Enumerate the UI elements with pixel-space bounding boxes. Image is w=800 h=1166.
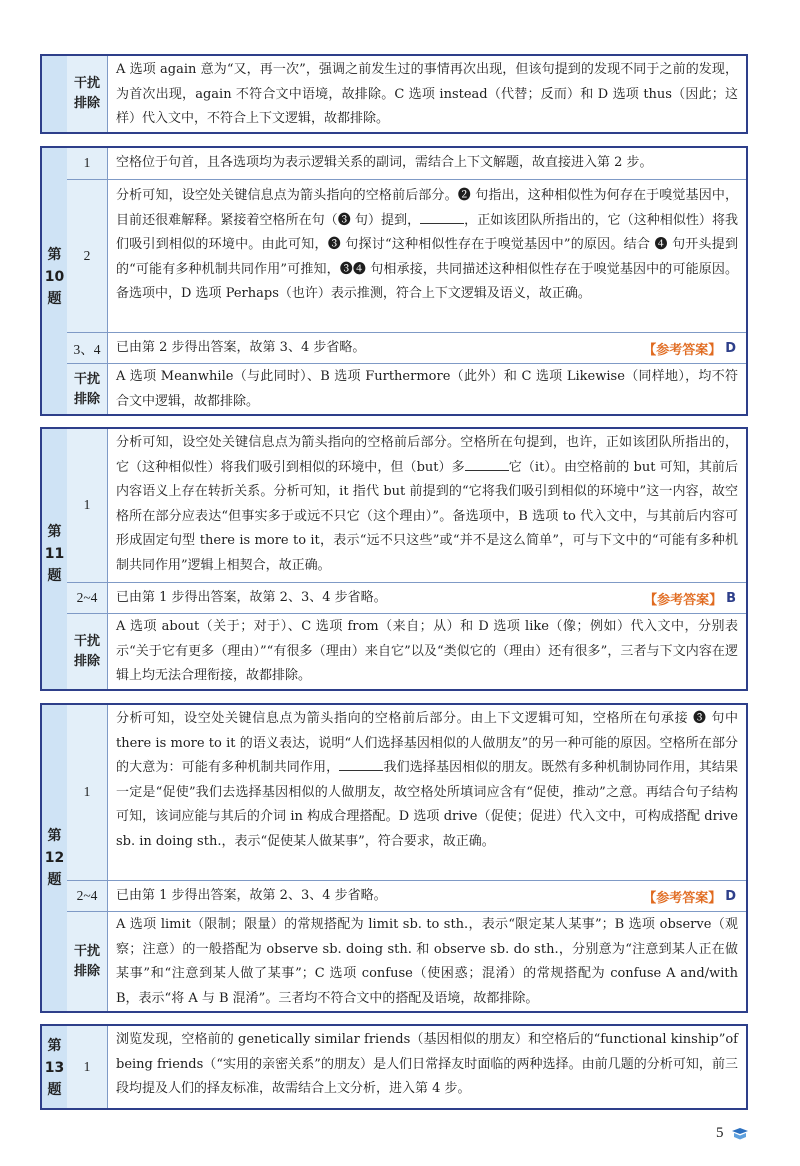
step-number: 3、4 bbox=[73, 342, 101, 357]
step-number: 1 bbox=[83, 1059, 91, 1074]
question-10-block bbox=[40, 146, 748, 416]
step-row-1 bbox=[67, 429, 746, 581]
step-row-24 bbox=[67, 582, 746, 613]
step-text: 空格位于句首，且各选项均为表示逻辑关系的副词，需结合上下文解题，故直接进入第 2 步。 bbox=[116, 155, 653, 170]
distractor-label: 干扰 排除 bbox=[73, 371, 100, 407]
question-label: 第 13 题 bbox=[44, 1038, 65, 1098]
distractor-text: A 选项 about（关于；对于）、C 选项 from（来自；从）和 D 选项 like（像；例如）代入文中，分别表示“关于它有更多（理由）”“有很多（理由）来自它”以及“类似它的（理由）还有很多”，三者与下文内容在逻辑上均无法合理衔接，故都排除。 bbox=[116, 619, 738, 684]
distractor-label: 干扰 排除 bbox=[73, 944, 100, 979]
step-text: 已由第 2 步得出答案，故第 3、4 步省略。 bbox=[116, 340, 366, 355]
distractor-text: A 选项 again 意为“又，再一次”，强调之前发生过的事情再次出现，但该句提到的发现不同于之前的发现，为首次出现，again 不符合文中语境，故排除。C 选项 instead（代替；反而）和 D 选项 thus（因此；这样）代入文中，不符合上下文逻辑，故都排除。 bbox=[116, 62, 738, 127]
distractor-text: A 选项 limit（限制；限量）的常规搭配为 limit sb. to sth.，表示“限定某人某事”；B 选项 observe（观察；注意）的一般搭配为 observe sb. doing sth. 和 observe sb. do sth.，分别意为“注意到某人正在做某事”和“注意到某人做了某事”；C 选项 confuse（使困惑；混淆）的常规搭配为 confuse A and/with B，表示“将 A 与 B 混淆”。三者均不符合文中的搭配及语境，故都排除。 bbox=[116, 917, 738, 1006]
question-9-block bbox=[40, 54, 748, 134]
step-row-24 bbox=[67, 880, 746, 911]
distractor-row bbox=[67, 911, 746, 1012]
question-13-block bbox=[40, 1024, 748, 1110]
side-strip bbox=[42, 56, 68, 132]
step-number: 2~4 bbox=[76, 888, 98, 903]
distractor-text: A 选项 Meanwhile（与此同时）、B 选项 Furthermore（此外）和 C 选项 Likewise（同样地），均不符合文中逻辑，故都排除。 bbox=[116, 369, 738, 409]
step-text: 分析可知，设空处关键信息点为箭头指向的空格前后部分。空格所在句提到，也许，正如该团队所指出的，它（这种相似性）将我们吸引到相似的环境中，但（but）多 它（it）。由空格前的 but 可知，其前后内容语义上存在转折关系。分析可知，it 指代 but 前提到的“它将我们吸引到相似的环境中”这一内容，故空格所在部分应表达“但事实多于或远不只它（这个理由）”。备选项中，B 选项 to 代入文中，与其前后内容可形成固定句型 there is more to it，表示“远不只这些”或“并不是这么简单”，可与下文中的“可能有多种机制共同作用”逻辑上相契合，故正确。 bbox=[116, 435, 738, 573]
step-row-1 bbox=[67, 705, 746, 879]
step-row-1 bbox=[67, 148, 746, 178]
step-number: 2~4 bbox=[76, 590, 98, 605]
reference-answer: 【参考答案】 B bbox=[644, 590, 736, 608]
step-text: 已由第 1 步得出答案，故第 2、3、4 步省略。 bbox=[116, 590, 387, 605]
step-text: 浏览发现，空格前的 genetically similar friends（基因相似的朋友）和空格后的“functional kinship”of being friends（“实用的亲密关系”的朋友）是人们日常择友时面临的两种选择。由前几题的分析可知，前三段均提及人们的择友标准，故需结合上文分析，进入第 4 步。 bbox=[116, 1032, 738, 1097]
step-text: 已由第 1 步得出答案，故第 2、3、4 步省略。 bbox=[116, 888, 387, 903]
step-row-34 bbox=[67, 332, 746, 363]
reference-answer: 【参考答案】 D bbox=[643, 888, 736, 906]
answer-blank bbox=[465, 458, 509, 471]
answer-blank bbox=[339, 758, 383, 771]
step-row-1 bbox=[67, 1026, 746, 1108]
step-number: 2 bbox=[83, 248, 91, 263]
book-icon bbox=[731, 1127, 749, 1141]
answer-blank bbox=[420, 211, 464, 224]
distractor-row bbox=[67, 56, 746, 132]
step-number: 1 bbox=[83, 784, 91, 799]
page-number: 5 bbox=[716, 1125, 724, 1141]
question-label: 第 11 题 bbox=[44, 524, 65, 584]
distractor-label: 干扰 排除 bbox=[73, 76, 100, 111]
distractor-label: 干扰 排除 bbox=[73, 634, 100, 669]
step-row-2 bbox=[67, 179, 746, 332]
step-text: 分析可知，设空处关键信息点为箭头指向的空格前后部分。由上下文逻辑可知，空格所在句承接 ❸ 句中 there is more to it 的语义表达，说明“人们选择基因相似的人做朋友”的另一种可能的原因。空格所在部分的大意为：可能有多种机制共同作用， 我们选择基因相似的朋友。既然有多种机制协同作用，其结果一定是“促使”我们去选择基因相似的人做朋友，故空格处所填词应含有“促使，推动”之意。再结合句子结构可知，该词应能与其后的介词 in 构成合理搭配。D 选项 drive（促使；促进）代入文中，可构成搭配 drive sb. in doing sth.，表示“促使某人做某事”，符合要求，故正确。 bbox=[116, 711, 738, 849]
question-label: 第 10 题 bbox=[44, 247, 65, 307]
distractor-row bbox=[67, 613, 746, 690]
step-text: 分析可知，设空处关键信息点为箭头指向的空格前后部分。❷ 句指出，这种相似性为何存在于嗅觉基因中，目前还很难解释。紧接着空格所在句（❸ 句）提到， ，正如该团队所指出的，它（这种相似性）将我们吸引到相似的环境中。由此可知，❸ 句探讨“这种相似性存在于嗅觉基因中”的原因。结合 ❹ 句开头提到的“可能有多种机制共同作用”可推知，❸❹ 句相承接，共同描述这种相似性存在于嗅觉基因中的可能原因。备选项中，D 选项 Perhaps（也许）表示推测，符合上下文逻辑及语义，故正确。 bbox=[116, 188, 738, 302]
question-label: 第 12 题 bbox=[44, 828, 65, 888]
step-number: 1 bbox=[83, 497, 91, 512]
step-number: 1 bbox=[83, 155, 91, 170]
question-12-block bbox=[40, 703, 748, 1013]
distractor-row bbox=[67, 363, 746, 415]
question-11-block bbox=[40, 427, 748, 691]
reference-answer: 【参考答案】 D bbox=[643, 340, 736, 358]
